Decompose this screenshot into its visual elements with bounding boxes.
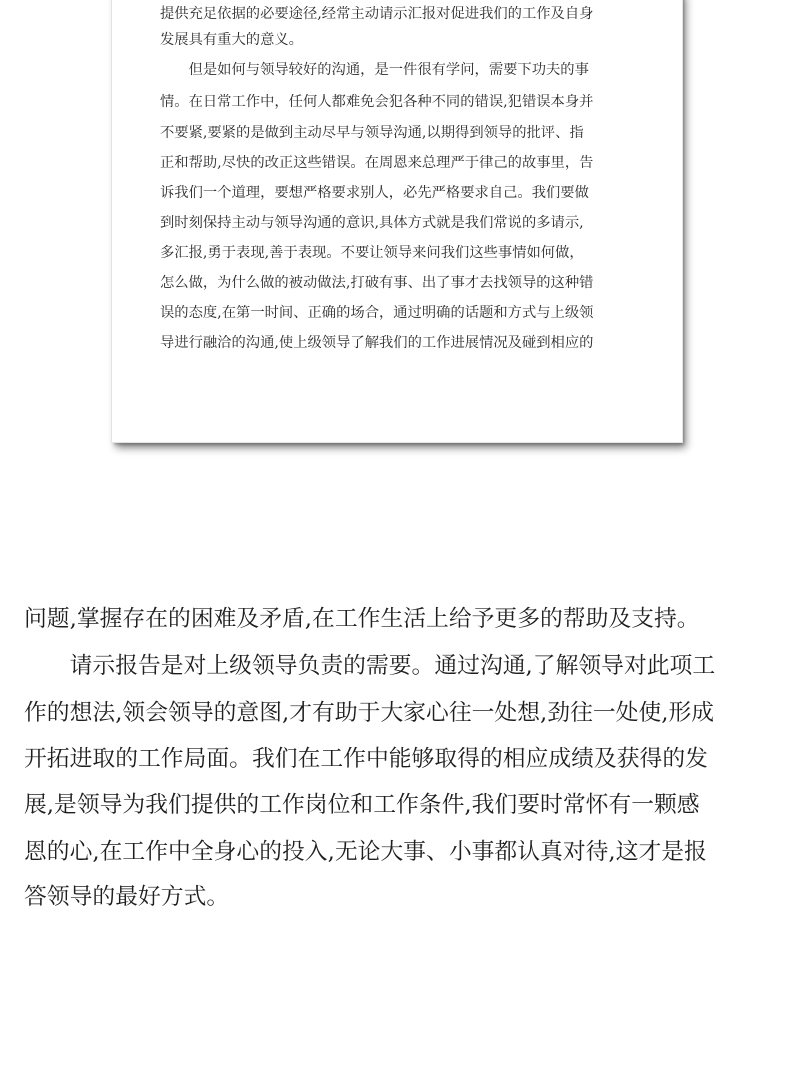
card-text-line: 但是如何与领导较好的沟通，是一件很有学问，需要下功夫的事 bbox=[160, 62, 589, 78]
card-text-line: 到时刻保持主动与领导沟通的意识,具体方式就是我们常说的多请示, bbox=[160, 215, 584, 231]
body-text-line: 展,是领导为我们提供的工作岗位和工作条件,我们要时常怀有一颗感 bbox=[24, 792, 700, 818]
body-text-line: 作的想法,领会领导的意图,才有助于大家心往一处想,劲往一处使,形成 bbox=[24, 700, 715, 726]
body-text-line: 开拓进取的工作局面。我们在工作中能够取得的相应成绩及获得的发 bbox=[24, 746, 708, 772]
card-text-line: 情。在日常工作中，任何人都难免会犯各种不同的错误,犯错误本身并 bbox=[160, 94, 594, 110]
body-text-line: 问题,掌握存在的困难及矛盾,在工作生活上给予更多的帮助及支持。 bbox=[24, 606, 700, 632]
card-text-line: 多汇报,勇于表现,善于表现。不要让领导来问我们这些事情如何做， bbox=[160, 245, 584, 261]
body-text-line: 答领导的最好方式。 bbox=[24, 884, 230, 910]
card-text-line: 不要紧,要紧的是做到主动尽早与领导沟通,以期得到领导的批评、指 bbox=[160, 125, 584, 141]
card-text-line: 导进行融洽的沟通,使上级领导了解我们的工作进展情况及碰到相应的 bbox=[160, 335, 594, 351]
card-text-line: 提供充足依据的必要途径,经常主动请示汇报对促进我们的工作及自身 bbox=[160, 6, 594, 22]
card-text-line: 发展具有重大的意义。 bbox=[160, 32, 303, 48]
card-text-line: 怎么做，为什么做的被动做法,打破有事、出了事才去找领导的这种错 bbox=[160, 275, 594, 291]
card-text-line: 正和帮助,尽快的改正这些错误。在周恩来总理严于律己的故事里，告 bbox=[160, 155, 594, 171]
card-text-line: 诉我们一个道理，要想严格要求别人，必先严格要求自己。我们要做 bbox=[160, 185, 589, 201]
body-text-line: 恩的心,在工作中全身心的投入,无论大事、小事都认真对待,这才是报 bbox=[24, 839, 707, 865]
body-text-line: 请示报告是对上级领导负责的需要。通过沟通,了解领导对此项工 bbox=[24, 653, 716, 679]
document-page-preview bbox=[112, 0, 682, 442]
card-text-line: 误的态度,在第一时间、正确的场合，通过明确的话题和方式与上级领 bbox=[160, 305, 594, 321]
